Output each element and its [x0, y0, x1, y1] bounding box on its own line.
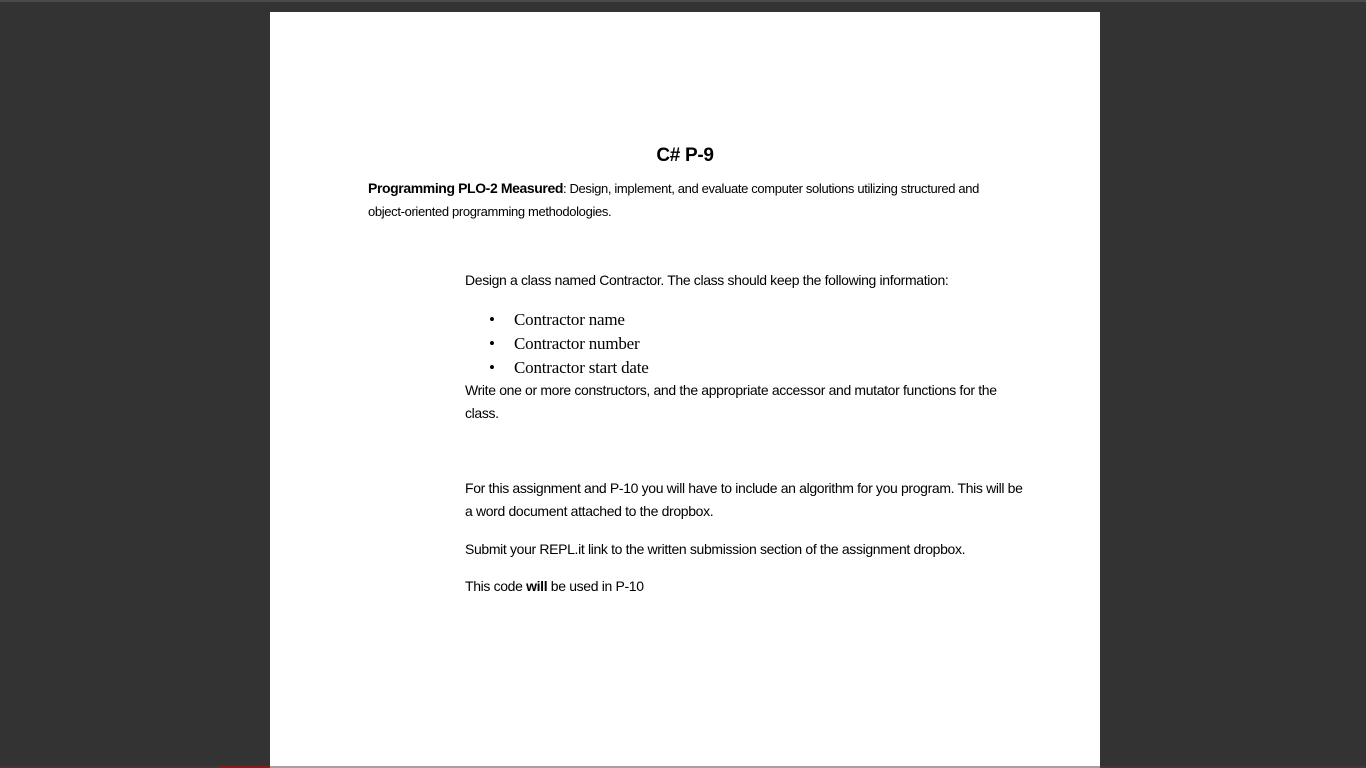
used-note-after: be used in P-10: [547, 578, 644, 594]
algorithm-note-paragraph: For this assignment and P-10 you will have to include an algorithm for you program. This will be a word document attached to the dropbox.: [465, 480, 1023, 519]
used-note-before: This code: [465, 578, 527, 594]
intro-paragraph: Design a class named Contractor. The class should keep the following information:: [465, 272, 949, 288]
document-page: [270, 12, 1100, 768]
list-item-text: Contractor name: [514, 310, 625, 329]
submit-note-paragraph: Submit your REPL.it link to the written submission section of the assignment dropbox.: [465, 541, 966, 557]
used-note-bold: will: [526, 578, 548, 594]
plo-paragraph: [368, 177, 1008, 223]
document-title: C# P-9: [656, 145, 714, 166]
plo-text: : Design, implement, and evaluate computer solutions utilizing structured and object-oriented programming methodologies.: [368, 181, 979, 219]
viewer-top-edge: [0, 0, 1366, 2]
bullet-icon: •: [489, 310, 495, 329]
list-item-text: Contractor start date: [514, 358, 649, 377]
list-item-text: Contractor number: [514, 334, 640, 353]
bullet-icon: •: [489, 358, 495, 377]
list-item: [489, 356, 649, 380]
list-item: [489, 308, 649, 332]
bullet-icon: •: [489, 334, 495, 353]
used-note-paragraph: [465, 575, 1025, 598]
list-item: [489, 332, 649, 356]
plo-label: Programming PLO-2 Measured: [368, 180, 563, 196]
write-instructions-paragraph: Write one or more constructors, and the appropriate accessor and mutator functions for the class.: [465, 382, 997, 421]
info-bullet-list: [489, 308, 649, 380]
